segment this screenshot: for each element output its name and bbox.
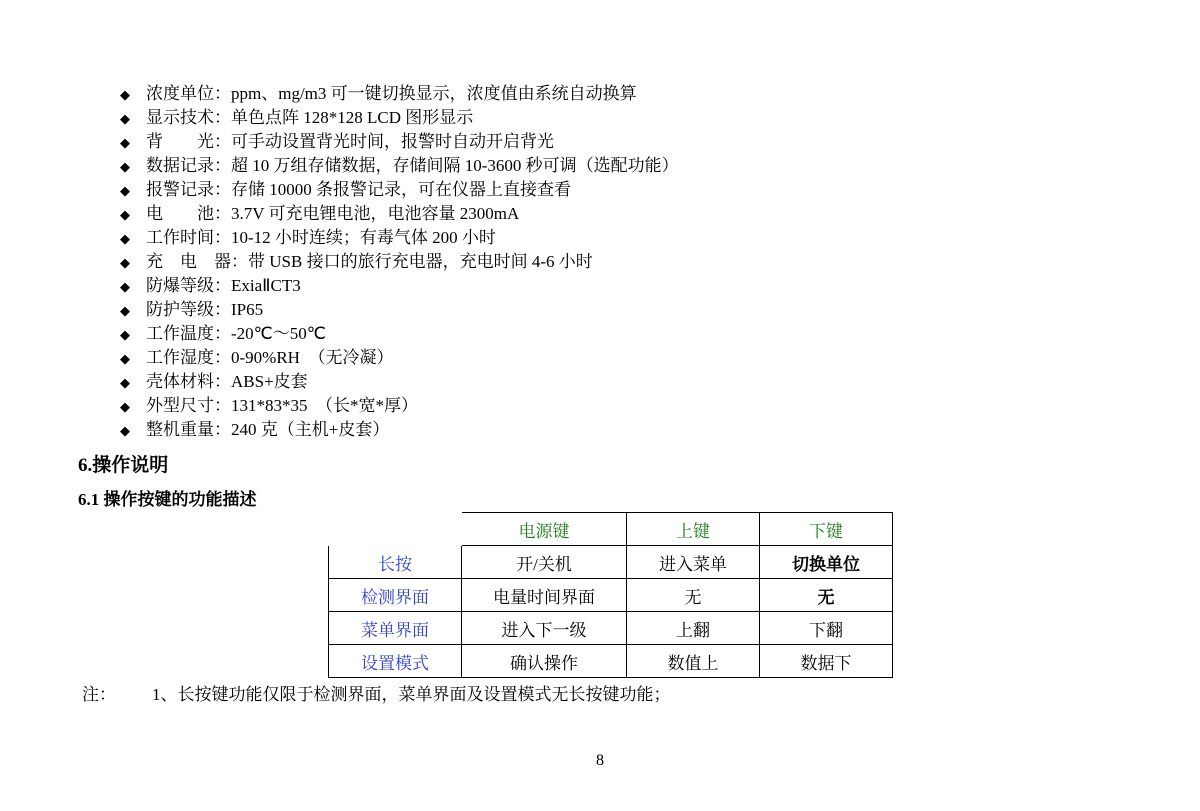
page-number: 8 (596, 752, 604, 769)
table-row-header: 菜单界面 (329, 612, 462, 645)
diamond-bullet-icon: ◆ (120, 183, 130, 198)
spec-item (120, 202, 1080, 226)
table-cell: 进入下一级 (462, 612, 627, 645)
table-cell: 数值上 (627, 645, 760, 678)
spec-label: 工作湿度： (146, 348, 231, 367)
spec-label: 工作温度： (146, 324, 231, 343)
spec-item (120, 250, 1080, 274)
spec-value: 0-90%RH （无冷凝） (231, 348, 394, 367)
table-row (329, 579, 893, 612)
spec-label: 外型尺寸： (146, 396, 231, 415)
spec-label: 报警记录： (146, 180, 231, 199)
heading-section-6: 6.操作说明 (78, 455, 169, 476)
table-cell: 上翻 (627, 612, 760, 645)
specification-list (120, 82, 1080, 442)
table-header-power-key: 电源键 (462, 513, 627, 546)
spec-item (120, 154, 1080, 178)
diamond-bullet-icon: ◆ (120, 375, 130, 390)
diamond-bullet-icon: ◆ (120, 399, 130, 414)
table-note (82, 680, 671, 705)
note-prefix: 注： (82, 685, 116, 704)
spec-label: 防护等级： (146, 300, 231, 319)
spec-value: 240 克（主机+皮套） (231, 420, 390, 439)
table-cell: 数据下 (760, 645, 893, 678)
diamond-bullet-icon: ◆ (120, 351, 130, 366)
diamond-bullet-icon: ◆ (120, 255, 130, 270)
spec-item (120, 178, 1080, 202)
table-cell: 下翻 (760, 612, 893, 645)
diamond-bullet-icon: ◆ (120, 327, 130, 342)
table-row-header: 设置模式 (329, 645, 462, 678)
table-cell: 切换单位 (760, 546, 893, 579)
spec-item (120, 370, 1080, 394)
spec-value: ExiaⅡCT3 (231, 276, 301, 295)
spec-item (120, 418, 1080, 442)
table-header-row (329, 513, 893, 546)
table-row (329, 612, 893, 645)
spec-value: 可手动设置背光时间，报警时自动开启背光 (231, 132, 554, 151)
diamond-bullet-icon: ◆ (120, 111, 130, 126)
spec-value: 单色点阵 128*128 LCD 图形显示 (231, 108, 474, 127)
spec-label: 显示技术： (146, 108, 231, 127)
spec-item (120, 130, 1080, 154)
spec-label: 数据记录： (146, 156, 231, 175)
spec-label: 防爆等级： (146, 276, 231, 295)
diamond-bullet-icon: ◆ (120, 159, 130, 174)
spec-value: -20℃～50℃ (231, 324, 326, 343)
spec-value: 3.7V 可充电锂电池，电池容量 2300mA (231, 204, 520, 223)
heading-section-6-1: 6.1 操作按键的功能描述 (78, 490, 257, 509)
spec-value: 存储 10000 条报警记录，可在仪器上直接查看 (231, 180, 571, 199)
spec-label: 背 光： (146, 132, 231, 151)
spec-value: IP65 (231, 300, 264, 319)
spec-item (120, 106, 1080, 130)
spec-label: 充 电 器： (146, 252, 248, 271)
spec-item (120, 274, 1080, 298)
table-cell: 开/关机 (462, 546, 627, 579)
table-header-down-key: 下键 (760, 513, 893, 546)
diamond-bullet-icon: ◆ (120, 135, 130, 150)
diamond-bullet-icon: ◆ (120, 423, 130, 438)
spec-label: 壳体材料： (146, 372, 231, 391)
spec-item (120, 226, 1080, 250)
spec-value: ABS+皮套 (231, 372, 308, 391)
spec-label: 整机重量： (146, 420, 231, 439)
diamond-bullet-icon: ◆ (120, 279, 130, 294)
key-function-table (328, 512, 893, 678)
diamond-bullet-icon: ◆ (120, 207, 130, 222)
diamond-bullet-icon: ◆ (120, 87, 130, 102)
spec-value: ppm、mg/m3 可一键切换显示，浓度值由系统自动换算 (231, 84, 637, 103)
spec-label: 工作时间： (146, 228, 231, 247)
spec-item (120, 298, 1080, 322)
table-header-up-key: 上键 (627, 513, 760, 546)
diamond-bullet-icon: ◆ (120, 231, 130, 246)
table-cell: 无 (627, 579, 760, 612)
spec-item (120, 394, 1080, 418)
table-cell: 无 (760, 579, 893, 612)
spec-label: 浓度单位： (146, 84, 231, 103)
table-cell: 确认操作 (462, 645, 627, 678)
table-row-header: 长按 (329, 546, 462, 579)
spec-value: 131*83*35 （长*宽*厚） (231, 396, 418, 415)
spec-value: 带 USB 接口的旅行充电器，充电时间 4-6 小时 (248, 252, 593, 271)
table-cell: 电量时间界面 (462, 579, 627, 612)
table-corner-cell (329, 513, 462, 546)
table-cell: 进入菜单 (627, 546, 760, 579)
note-text: 1、长按键功能仅限于检测界面，菜单界面及设置模式无长按键功能； (152, 685, 671, 704)
table-row-header: 检测界面 (329, 579, 462, 612)
spec-item (120, 322, 1080, 346)
spec-value: 10-12 小时连续；有毒气体 200 小时 (231, 228, 496, 247)
spec-value: 超 10 万组存储数据，存储间隔 10-3600 秒可调（选配功能） (231, 156, 679, 175)
diamond-bullet-icon: ◆ (120, 303, 130, 318)
spec-label: 电 池： (146, 204, 231, 223)
spec-item (120, 346, 1080, 370)
spec-item (120, 82, 1080, 106)
table-row (329, 645, 893, 678)
table-row (329, 546, 893, 579)
